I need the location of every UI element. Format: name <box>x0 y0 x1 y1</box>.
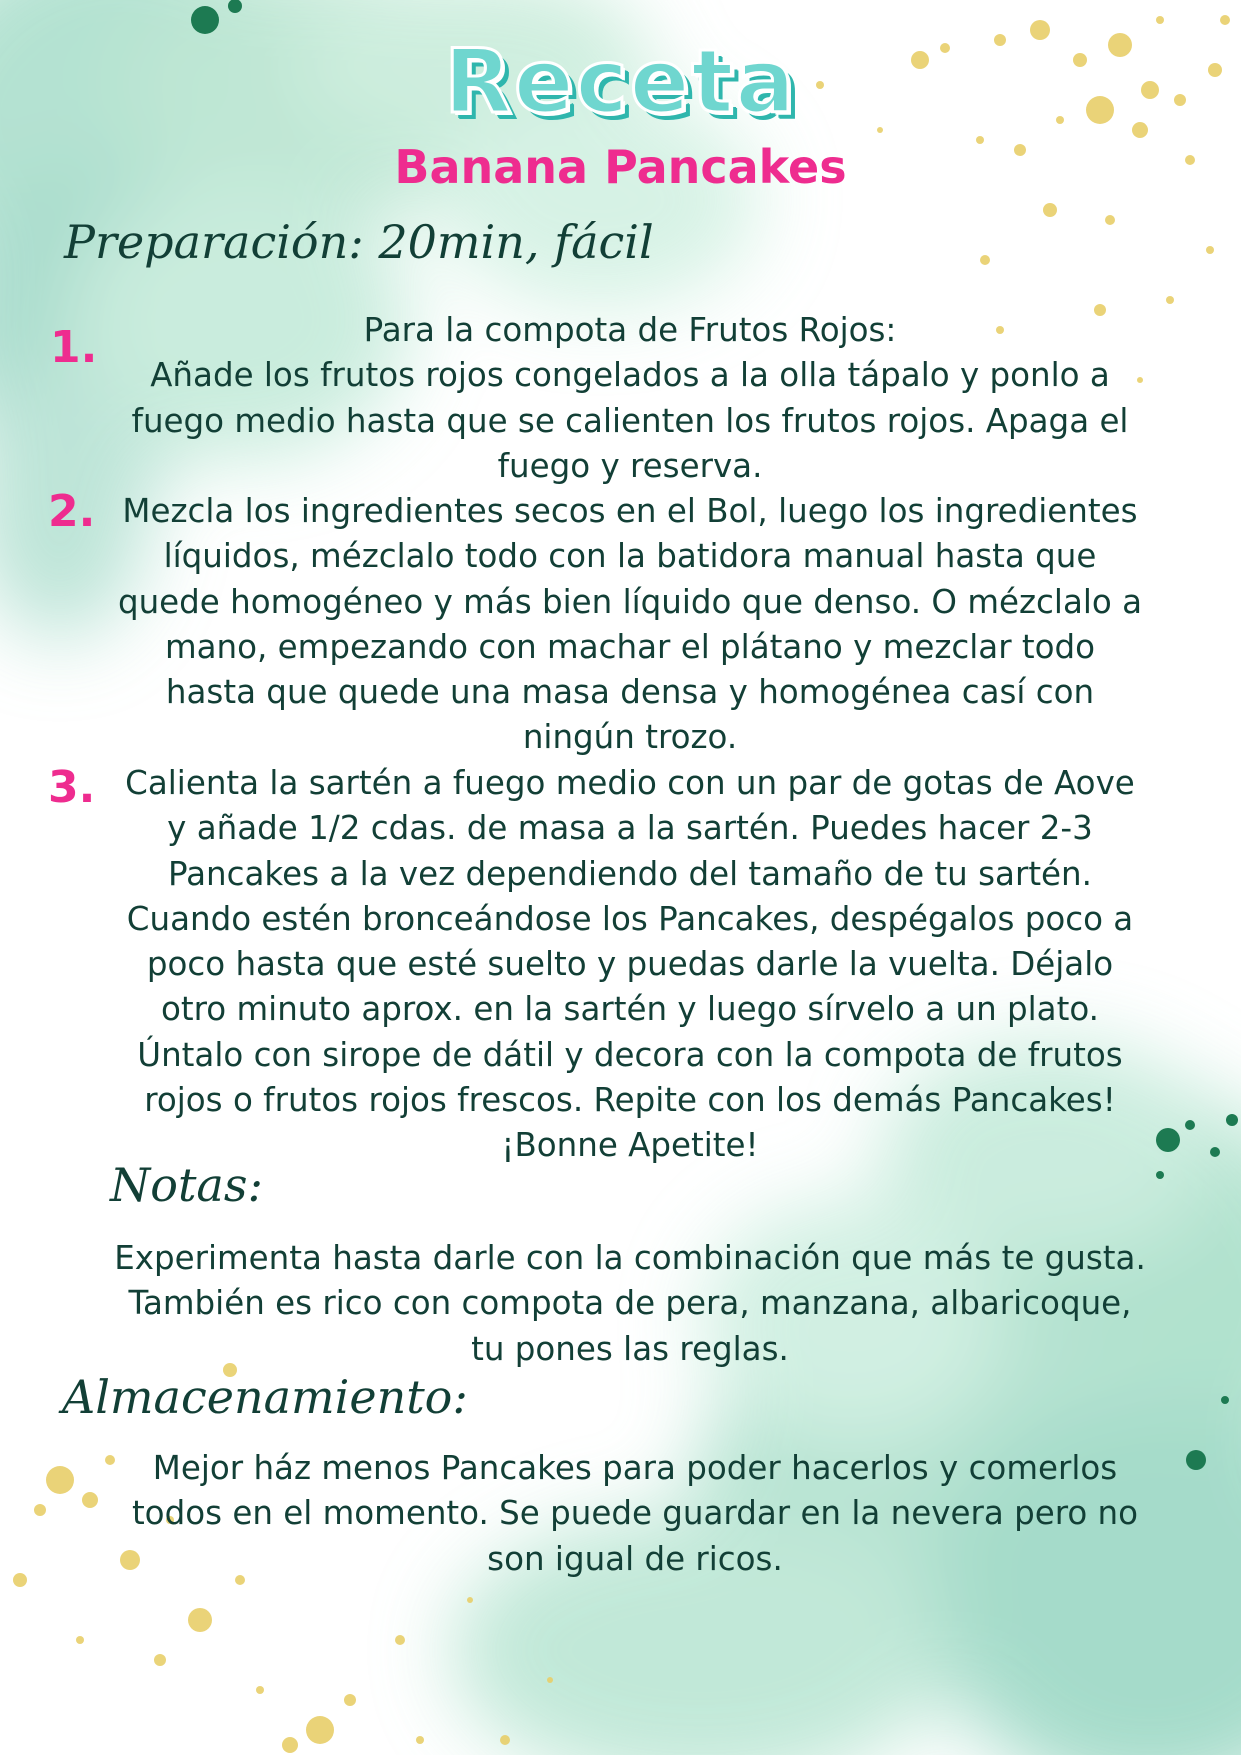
step-number: 3. <box>48 762 96 813</box>
text-line: líquidos, mézclalo todo con la batidora manual hasta que <box>163 537 1097 576</box>
step-3-text <box>86 761 1174 1169</box>
text-line: Cuando estén bronceándose los Pancakes, despégalos poco a <box>126 899 1134 938</box>
step-number: 1. <box>50 322 98 373</box>
text-line: fuego y reserva. <box>497 446 763 485</box>
text-line: ¡Bonne Apetite! <box>501 1126 759 1165</box>
notes-text <box>86 1236 1174 1372</box>
text-line: Úntalo con sirope de dátil y decora con la compota de frutos <box>137 1035 1123 1074</box>
text-line: quede homogéneo y más bien líquido que denso. O mézclalo a <box>117 582 1143 621</box>
text-line: hasta que quede una masa densa y homogénea casí con <box>165 673 1095 712</box>
text-line: Mejor ház menos Pancakes para poder hacerlos y comerlos <box>152 1449 1118 1487</box>
text-line: Calienta la sartén a fuego medio con un par de gotas de Aove <box>125 764 1135 802</box>
text-line: mano, empezando con machar el plátano y mezclar todo <box>164 627 1096 666</box>
text-line: ningún trozo. <box>522 718 738 757</box>
step-1-text <box>90 308 1170 489</box>
text-line: fuego medio hasta que se calienten los frutos rojos. Apaga el <box>131 401 1129 440</box>
text-line: poco hasta que esté suelto y puedas darle la vuelta. Déjalo <box>146 945 1114 984</box>
storage-text <box>100 1446 1170 1582</box>
text-line: Pancakes a la vez dependiendo del tamaño de tu sartén. <box>168 854 1092 893</box>
page-title: Receta <box>444 30 797 133</box>
text-line: y añade 1/2 cdas. de masa a la sartén. Puedes hacer 2-3 <box>167 809 1093 848</box>
recipe-name: Banana Pancakes <box>394 140 847 194</box>
text-line: son igual de ricos. <box>487 1539 783 1578</box>
step-number: 2. <box>48 486 96 537</box>
text-line: Experimenta hasta darle con la combinación que más te gusta. <box>114 1239 1146 1277</box>
notes-heading: Notas: <box>110 1158 263 1212</box>
text-line: tu pones las reglas. <box>471 1329 789 1368</box>
step-2-text <box>86 489 1174 761</box>
text-line: Mezcla los ingredientes secos en el Bol, luego los ingredientes <box>122 492 1138 530</box>
text-line: rojos o frutos rojos frescos. Repite con los demás Pancakes! <box>144 1081 1116 1120</box>
storage-heading: Almacenamiento: <box>62 1370 468 1424</box>
text-line: todos en el momento. Se puede guardar en la nevera pero no <box>131 1494 1139 1533</box>
preparation-heading: Preparación: 20min, fácil <box>64 215 654 269</box>
text-line: Añade los frutos rojos congelados a la olla tápalo y ponlo a <box>150 356 1110 395</box>
text-line: otro minuto aprox. en la sartén y luego sírvelo a un plato. <box>161 990 1099 1029</box>
text-line: Para la compota de Frutos Rojos: <box>363 311 897 349</box>
text-line: También es rico con compota de pera, manzana, albaricoque, <box>128 1284 1132 1323</box>
